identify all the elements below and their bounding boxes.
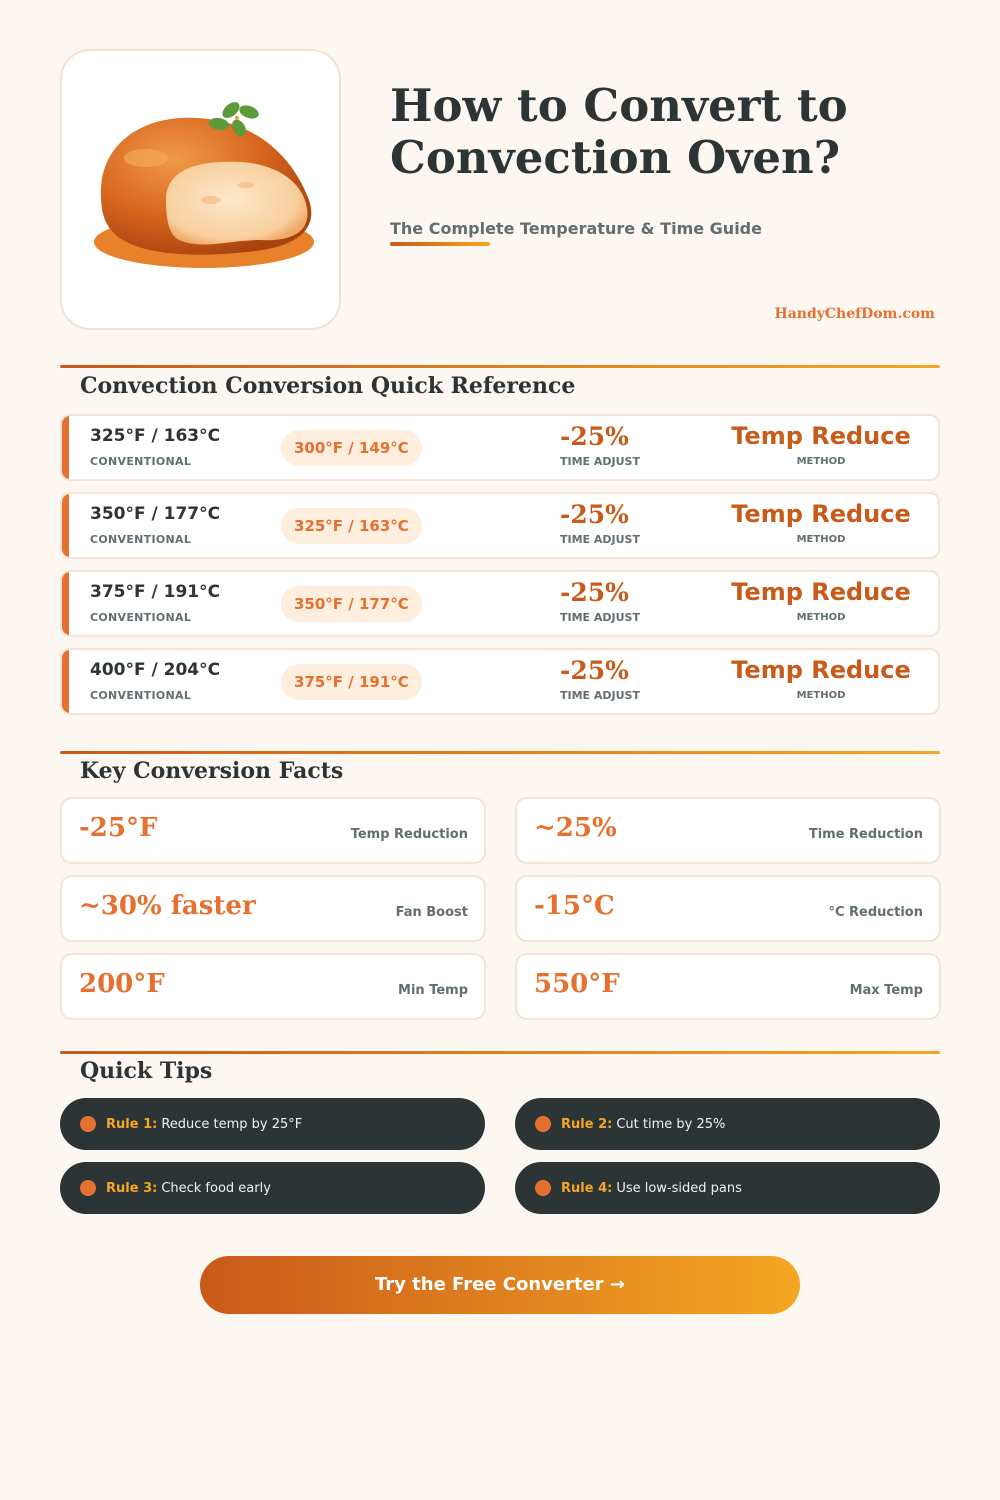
row-accent-bar xyxy=(62,494,69,557)
tip-text: Use low-sided pans xyxy=(616,1180,742,1196)
conventional-temp: 375°F / 191°C xyxy=(90,582,221,602)
row-accent-bar xyxy=(62,572,69,635)
roast-chicken-icon xyxy=(81,90,321,290)
section-divider xyxy=(60,365,940,368)
method-value: Temp Reduce xyxy=(731,656,911,684)
time-adjust-value: -25% xyxy=(560,500,629,529)
bullet-icon xyxy=(80,1180,96,1196)
method-label: METHOD xyxy=(796,456,846,467)
try-converter-button[interactable]: Try the Free Converter → xyxy=(200,1256,800,1314)
fact-value: ~30% faster xyxy=(79,891,256,921)
method-label: METHOD xyxy=(796,690,846,701)
conventional-label: CONVENTIONAL xyxy=(90,689,192,702)
fact-label: Min Temp xyxy=(398,983,468,998)
tip-rule-label: Rule 3: xyxy=(106,1180,158,1196)
time-adjust-value: -25% xyxy=(560,656,629,685)
convection-temp-badge: 350°F / 177°C xyxy=(281,586,422,622)
row-accent-bar xyxy=(62,650,69,713)
time-adjust-label: TIME ADJUST xyxy=(560,455,640,468)
fact-value: 550°F xyxy=(534,969,620,999)
tip-item xyxy=(60,1162,485,1214)
fact-label: Time Reduction xyxy=(808,827,923,842)
fact-card xyxy=(515,797,941,864)
fact-card xyxy=(60,875,486,942)
time-adjust-value: -25% xyxy=(560,422,629,451)
fact-label: °C Reduction xyxy=(828,905,923,920)
time-adjust-label: TIME ADJUST xyxy=(560,689,640,702)
time-adjust-label: TIME ADJUST xyxy=(560,533,640,546)
tip-text: Cut time by 25% xyxy=(616,1116,726,1132)
tip-rule-label: Rule 4: xyxy=(561,1180,613,1196)
tip-text: Check food early xyxy=(161,1180,271,1196)
page-title: How to Convert to Convection Oven? xyxy=(390,79,848,184)
conventional-temp: 350°F / 177°C xyxy=(90,504,221,524)
fact-value: -15°C xyxy=(534,891,615,921)
convection-temp-badge: 375°F / 191°C xyxy=(281,664,422,700)
reference-row xyxy=(60,648,940,715)
fact-card xyxy=(60,797,486,864)
page-subtitle: The Complete Temperature & Time Guide xyxy=(390,219,762,238)
fact-value: 200°F xyxy=(79,969,165,999)
conventional-temp: 400°F / 204°C xyxy=(90,660,221,680)
key-facts-title: Key Conversion Facts xyxy=(80,758,344,784)
quick-tips-title: Quick Tips xyxy=(80,1058,213,1084)
tip-text: Reduce temp by 25°F xyxy=(161,1116,303,1132)
tip-rule-label: Rule 2: xyxy=(561,1116,613,1132)
method-value: Temp Reduce xyxy=(731,500,911,528)
reference-row xyxy=(60,414,940,481)
method-value: Temp Reduce xyxy=(731,422,911,450)
bullet-icon xyxy=(80,1116,96,1132)
time-adjust-value: -25% xyxy=(560,578,629,607)
reference-row xyxy=(60,570,940,637)
convection-temp-badge: 300°F / 149°C xyxy=(281,430,422,466)
tip-rule-label: Rule 1: xyxy=(106,1116,158,1132)
fact-value: ~25% xyxy=(534,813,617,843)
section-divider xyxy=(60,1051,940,1054)
row-accent-bar xyxy=(62,416,69,479)
tip-item xyxy=(60,1098,485,1150)
quick-reference-title: Convection Conversion Quick Reference xyxy=(80,373,576,399)
conventional-label: CONVENTIONAL xyxy=(90,533,192,546)
subtitle-underline xyxy=(390,242,490,246)
bullet-icon xyxy=(535,1116,551,1132)
conventional-label: CONVENTIONAL xyxy=(90,455,192,468)
method-value: Temp Reduce xyxy=(731,578,911,606)
conventional-temp: 325°F / 163°C xyxy=(90,426,221,446)
fact-label: Temp Reduction xyxy=(350,827,468,842)
method-label: METHOD xyxy=(796,534,846,545)
fact-card xyxy=(515,953,941,1020)
convection-temp-badge: 325°F / 163°C xyxy=(281,508,422,544)
conventional-label: CONVENTIONAL xyxy=(90,611,192,624)
time-adjust-label: TIME ADJUST xyxy=(560,611,640,624)
brand-link[interactable]: HandyChefDom.com xyxy=(774,306,935,322)
method-label: METHOD xyxy=(796,612,846,623)
section-divider xyxy=(60,751,940,754)
hero-image-card xyxy=(60,49,341,330)
fact-value: -25°F xyxy=(79,813,158,843)
tip-item xyxy=(515,1098,940,1150)
tip-item xyxy=(515,1162,940,1214)
fact-card xyxy=(515,875,941,942)
reference-row xyxy=(60,492,940,559)
fact-card xyxy=(60,953,486,1020)
fact-label: Max Temp xyxy=(849,983,923,998)
bullet-icon xyxy=(535,1180,551,1196)
fact-label: Fan Boost xyxy=(395,905,468,920)
